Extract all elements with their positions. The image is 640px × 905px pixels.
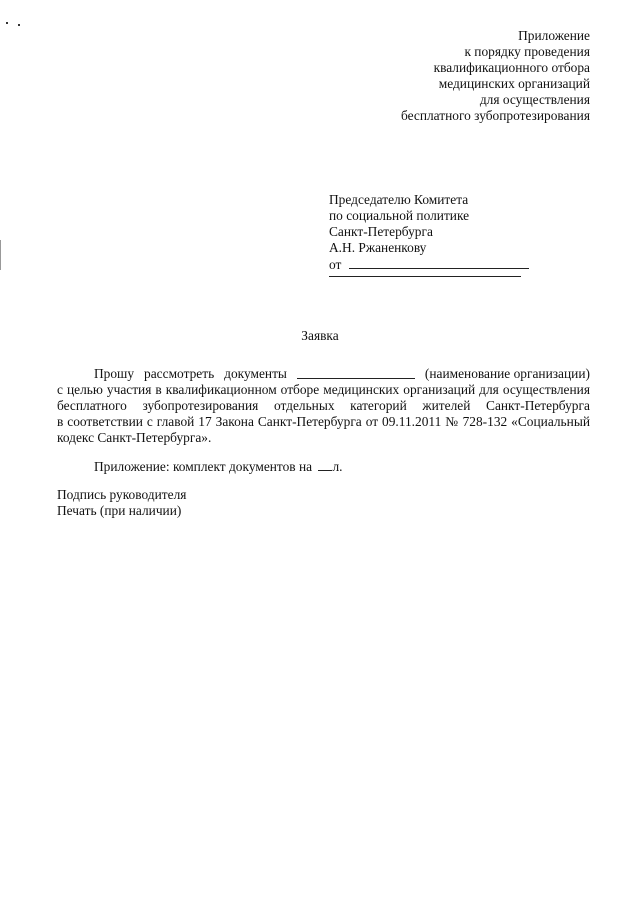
attachment-unit: л. bbox=[332, 459, 343, 474]
body-word: Прошу bbox=[94, 366, 135, 381]
stamp-label: Печать (при наличии) bbox=[57, 503, 182, 518]
body-word: рассмотреть bbox=[144, 366, 215, 381]
addressee-name: А.Н. Ржаненкову bbox=[329, 240, 427, 255]
body-word: документы bbox=[224, 366, 287, 381]
header-line: Приложение bbox=[518, 28, 590, 43]
header-line: для осуществления bbox=[479, 92, 590, 107]
body-word: (наименование организации) bbox=[424, 366, 590, 381]
addressee-line: по социальной политике bbox=[329, 208, 470, 223]
addressee-line: Председателю Комитета bbox=[329, 192, 469, 207]
body-word: категорий bbox=[350, 398, 407, 413]
from-label: от bbox=[329, 257, 342, 272]
addressee-line: Санкт-Петербурга bbox=[329, 224, 433, 239]
body-line-3 bbox=[57, 398, 590, 414]
attachment-line bbox=[94, 458, 342, 475]
body-line-5: кодекс Санкт-Петербурга». bbox=[57, 430, 212, 445]
body-word: отдельных bbox=[273, 398, 335, 413]
body-word: зубопротезирования bbox=[142, 398, 259, 413]
body-line-2: с целью участия в квалификационном отборе медицинских организаций для осуществления bbox=[57, 382, 590, 397]
body-word: Санкт-Петербурга bbox=[486, 398, 590, 413]
from-blank bbox=[349, 256, 529, 269]
header-line: медицинских организаций bbox=[438, 76, 590, 91]
header-line: бесплатного зубопротезирования bbox=[400, 108, 590, 123]
header-line: квалификационного отбора bbox=[433, 60, 590, 75]
page-count-blank bbox=[318, 458, 332, 471]
header-line: к порядку проведения bbox=[464, 44, 590, 59]
attachment-text: Приложение: комплект документов на bbox=[94, 459, 313, 474]
organization-blank bbox=[297, 366, 415, 379]
document-title: Заявка bbox=[301, 328, 339, 343]
body-line-1 bbox=[94, 366, 590, 382]
signature-label: Подпись руководителя bbox=[57, 487, 187, 502]
from-blank-second bbox=[329, 276, 521, 277]
body-word: бесплатного bbox=[57, 398, 127, 413]
scan-speck bbox=[18, 24, 20, 26]
from-line bbox=[329, 256, 529, 273]
scan-edge-mark bbox=[0, 240, 1, 270]
body-line-4: в соответствии с главой 17 Закона Санкт-Петербурга от 09.11.2011 № 728-132 «Социальный bbox=[57, 414, 590, 429]
body-word: жителей bbox=[422, 398, 471, 413]
scan-speck bbox=[6, 22, 8, 24]
